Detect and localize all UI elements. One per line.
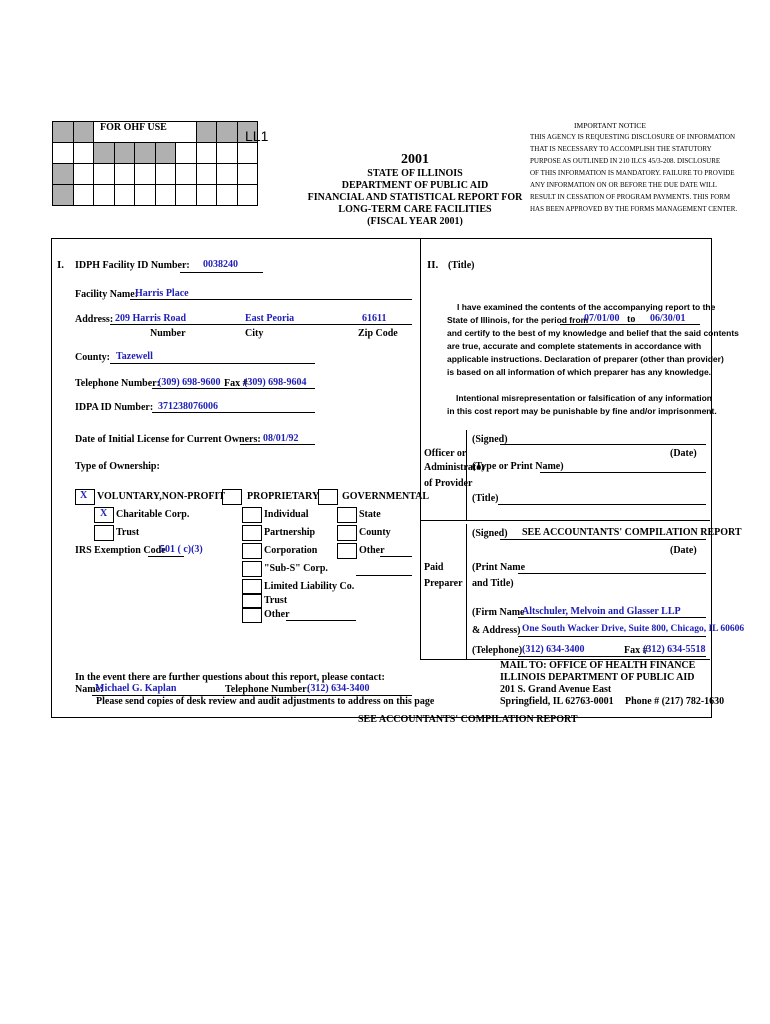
contact-name-label: Name: — [75, 684, 104, 695]
warn-line: in this cost report may be punishable by fine and/or imprisonment. — [447, 406, 717, 416]
notice-line: RESULT IN CESSATION OF PROGRAM PAYMENTS. THIS FORM — [530, 193, 731, 201]
proprietary-label: PROPRIETARY — [247, 491, 320, 502]
firm-name-label: (Firm Name — [472, 607, 525, 618]
address-label-2: & Address) — [472, 625, 521, 636]
fax-value[interactable]: (309) 698-9604 — [244, 377, 307, 388]
individual-checkbox[interactable] — [242, 507, 262, 523]
header-report: FINANCIAL AND STATISTICAL REPORT FOR — [307, 192, 523, 203]
county-value[interactable]: Tazewell — [116, 351, 153, 362]
charitable-mark: X — [100, 508, 108, 519]
preparer-label: Preparer — [424, 578, 463, 589]
county-checkbox[interactable] — [337, 525, 357, 541]
prop-item: Partnership — [264, 527, 316, 538]
mail-line: ILLINOIS DEPARTMENT OF PUBLIC AID — [500, 672, 695, 683]
trust-checkbox[interactable] — [94, 525, 114, 541]
firm-address-value[interactable]: One South Wacker Drive, Suite 800, Chicago, IL 60606 — [522, 624, 745, 634]
period-to-value[interactable]: 06/30/01 — [650, 313, 686, 324]
governmental-checkbox[interactable] — [318, 489, 338, 505]
notice-line: THIS AGENCY IS REQUESTING DISCLOSURE OF INFORMATION — [530, 133, 736, 141]
notice-line: HAS BEEN APPROVED BY THE FORMS MANAGEMENT CENTER. — [530, 205, 738, 213]
firm-name-value[interactable]: Altschuler, Melvoin and Glasser LLP — [522, 606, 681, 617]
officer-label: of Provider — [424, 478, 473, 489]
voluntary-mark: X — [80, 490, 88, 501]
trust-label: Trust — [116, 527, 140, 538]
governmental-label: GOVERNMENTAL — [342, 491, 430, 502]
mail-line: Springfield, IL 62763-0001 — [500, 696, 614, 707]
signed2-value: SEE ACCOUNTANTS' COMPILATION REPORT — [522, 527, 742, 538]
proprietary-checkbox[interactable] — [222, 489, 242, 505]
form-code: LL1 — [245, 128, 269, 144]
ownership-label: Type of Ownership: — [75, 461, 160, 472]
fax2-value[interactable]: (312) 634-5518 — [643, 644, 706, 655]
fax-label: Fax # — [224, 378, 248, 389]
notice-line: OF THIS INFORMATION IS MANDATORY. FAILURE TO PROVIDE — [530, 169, 735, 177]
header-state: STATE OF ILLINOIS — [367, 168, 463, 179]
prop-item: Individual — [264, 509, 309, 520]
contact-phone-label: Telephone Number: — [225, 684, 310, 695]
idpa-value[interactable]: 371238076006 — [158, 401, 218, 412]
header-dept: DEPARTMENT OF PUBLIC AID — [341, 180, 489, 191]
ohf-use-grid — [52, 121, 258, 206]
prop-item: Limited Liability Co. — [264, 581, 355, 592]
idph-value[interactable]: 0038240 — [203, 259, 238, 270]
ohf-use-label: FOR OHF USE — [100, 122, 167, 133]
prop-item: Trust — [264, 595, 288, 606]
street-value[interactable]: 209 Harris Road — [115, 313, 187, 324]
section-2-roman: II. — [427, 259, 439, 271]
license-label: Date of Initial License for Current Owners: — [75, 434, 261, 445]
zip-value[interactable]: 61611 — [362, 313, 387, 324]
certification-title: (Title) — [448, 260, 475, 271]
paid-label: Paid — [424, 562, 444, 573]
telephone-value[interactable]: (312) 634-3400 — [522, 644, 585, 655]
idpa-label: IDPA ID Number: — [75, 402, 154, 413]
contact-name-value[interactable]: Michael G. Kaplan — [95, 683, 177, 694]
city-label: City — [245, 328, 264, 339]
date-label: (Date) — [670, 448, 697, 459]
cert-line: I have examined the contents of the accompanying report to the — [457, 302, 716, 312]
cert-line: applicable instructions. Declaration of preparer (other than provider) — [447, 354, 724, 364]
contact-phone-value[interactable]: (312) 634-3400 — [307, 683, 370, 694]
irs-value[interactable]: 501 ( c)(3) — [160, 544, 203, 555]
gov-item: Other — [359, 545, 385, 556]
type-print-label: (Type or Print Name) — [472, 461, 564, 472]
corporation-checkbox[interactable] — [242, 543, 262, 559]
irs-label: IRS Exemption Code — [75, 545, 166, 556]
officer-label: Officer or — [424, 448, 467, 459]
footer-note: SEE ACCOUNTANTS' COMPILATION REPORT — [358, 714, 578, 725]
notice-line: ANY INFORMATION ON OR BEFORE THE DUE DATE WILL — [530, 181, 717, 189]
city-value[interactable]: East Peoria — [245, 313, 295, 324]
officer-divider — [420, 520, 710, 521]
phone-label: Telephone Number: — [75, 378, 160, 389]
notice-title: IMPORTANT NOTICE — [574, 121, 646, 130]
period-from-value[interactable]: 07/01/00 — [584, 313, 620, 324]
officer-label: Administrator — [424, 462, 486, 473]
idph-label: IDPH Facility ID Number: — [75, 260, 190, 271]
cert-line: State of Illinois, for the period from — [447, 315, 589, 325]
notice-line: THAT IS NECESSARY TO ACCOMPLISH THE STATUTORY — [530, 145, 712, 153]
state-checkbox[interactable] — [337, 507, 357, 523]
notice-line: PURPOSE AS OUTLINED IN 210 ILCS 45/3-208. DISCLOSURE — [530, 157, 721, 165]
and-title-label: and Title) — [472, 578, 514, 589]
license-value[interactable]: 08/01/92 — [263, 433, 299, 444]
period-to-word: to — [627, 314, 636, 325]
facility-name-label: Facility Name: — [75, 289, 139, 300]
cert-line: are true, accurate and complete statements in accordance with — [447, 341, 702, 351]
print-name-label: (Print Name — [472, 562, 526, 573]
fax2-label: Fax # — [624, 645, 648, 656]
title-label: (Title) — [472, 493, 499, 504]
phone-value[interactable]: (309) 698-9600 — [158, 377, 221, 388]
report-year: 2001 — [401, 152, 429, 167]
prop-item: "Sub-S" Corp. — [264, 563, 328, 574]
gov-item: County — [359, 527, 391, 538]
mail-phone: Phone # (217) 782-1630 — [625, 696, 725, 707]
mail-line: 201 S. Grand Avenue East — [500, 684, 612, 695]
copies-note: Please send copies of desk review and audit adjustments to address on this page — [96, 696, 435, 707]
gov-item: State — [359, 509, 381, 520]
warn-line: Intentional misrepresentation or falsification of any information — [456, 393, 712, 403]
contact-line: In the event there are further questions about this report, please contact: — [75, 672, 385, 683]
cert-line: is based on all information of which preparer has any knowledge. — [447, 367, 712, 377]
zip-label: Zip Code — [358, 328, 398, 339]
facility-name-value[interactable]: Harris Place — [135, 288, 189, 299]
header-facilities: LONG-TERM CARE FACILITIES — [338, 204, 492, 215]
voluntary-label: VOLUNTARY,NON-PROFIT — [97, 491, 226, 502]
header-fiscal: (FISCAL YEAR 2001) — [367, 216, 463, 227]
address-label: Address: — [75, 314, 114, 325]
date2-label: (Date) — [670, 545, 697, 556]
telephone-label: (Telephone) — [472, 645, 523, 656]
prop-item: Other — [264, 609, 290, 620]
cert-line: and certify to the best of my knowledge and belief that the said contents — [447, 328, 739, 338]
number-label: Number — [150, 328, 186, 339]
county-label: County: — [75, 352, 111, 363]
partnership-checkbox[interactable] — [242, 525, 262, 541]
signed2-label: (Signed) — [472, 528, 508, 539]
charitable-label: Charitable Corp. — [116, 509, 190, 520]
mail-line: MAIL TO: OFFICE OF HEALTH FINANCE — [500, 660, 696, 671]
signed-label: (Signed) — [472, 434, 508, 445]
prop-item: Corporation — [264, 545, 318, 556]
gov-other-checkbox[interactable] — [337, 543, 357, 559]
sub-s-checkbox[interactable] — [242, 561, 262, 577]
section-1-roman: I. — [57, 259, 65, 271]
prop-other-checkbox[interactable] — [242, 607, 262, 623]
section-divider — [420, 238, 421, 659]
